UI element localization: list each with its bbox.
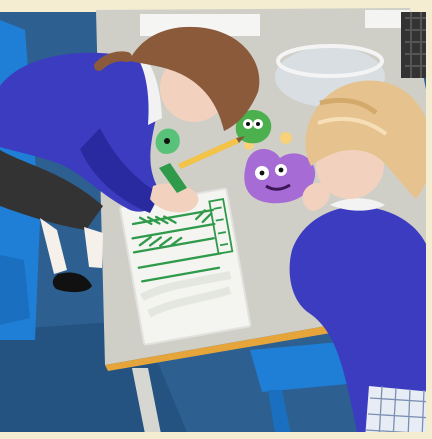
frame-right	[426, 0, 432, 439]
frame-bottom	[0, 432, 432, 439]
